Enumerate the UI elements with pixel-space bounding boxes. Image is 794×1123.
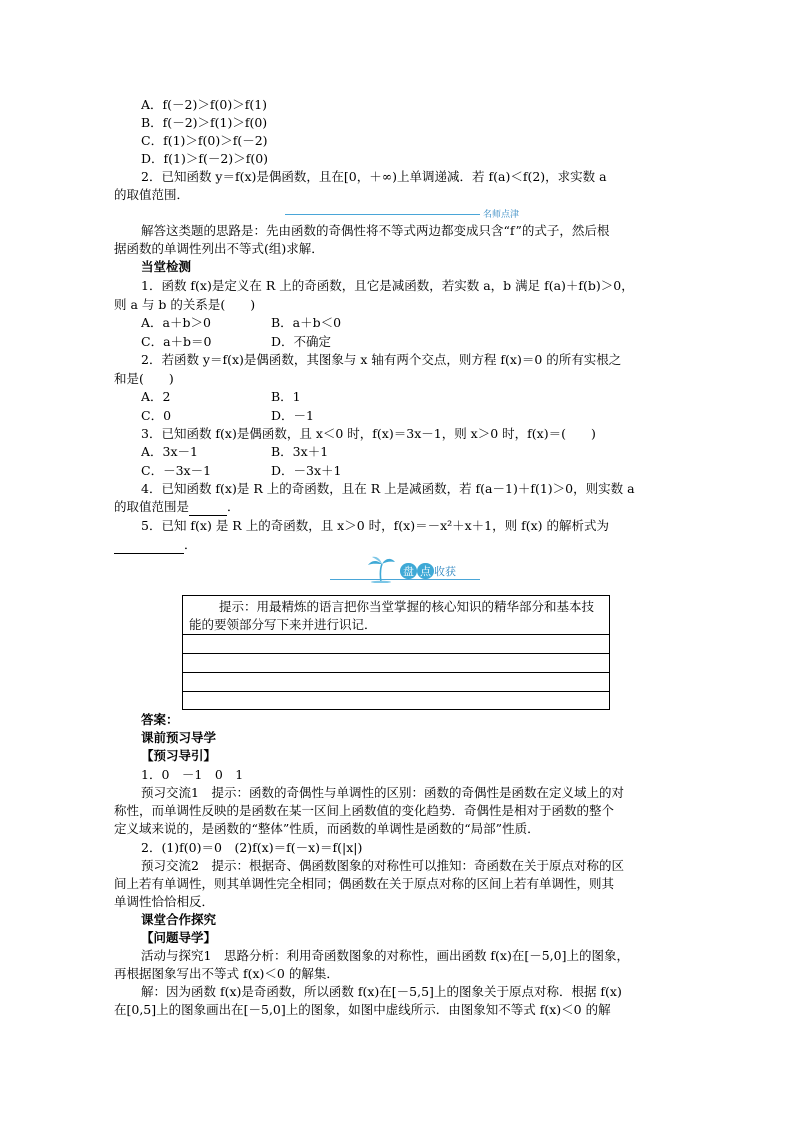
answer-blank[interactable] <box>189 501 227 516</box>
option-b: B．1 <box>271 389 301 404</box>
option-a: C．a＋b＝0 <box>141 334 212 349</box>
note-rule <box>183 634 609 635</box>
option-a: A．3x－1 <box>141 444 198 459</box>
text-line: A．f(－2)＞f(0)＞f(1) <box>141 97 268 112</box>
blank-row <box>114 498 680 516</box>
notes-hint: 提示：用最精炼的语言把你当堂掌握的核心知识的精华部分和基本技能的要领部分写下来并进行识记． <box>189 599 595 632</box>
option-b: D．－1 <box>271 408 314 423</box>
option-a: C．0 <box>141 408 172 423</box>
blank-suffix: ． <box>184 537 197 552</box>
summary-title-rest: 收获 <box>434 565 456 578</box>
option-row <box>141 443 681 461</box>
text-line: D．f(1)＞f(－2)＞f(0) <box>141 151 269 166</box>
text-line: 2．(1)f(0)＝0 (2)f(x)＝f(－x)＝f(|x|) <box>141 840 363 855</box>
text-line: 活动与探究1 思路分析：利用奇函数图象的对称性，画出函数 f(x)在[－5,0]上的图象， <box>141 948 629 963</box>
text-line: 单调性恰恰相反． <box>114 894 215 909</box>
text-line: 2．已知函数 y＝f(x)是偶函数，且在[0，＋∞)上单调递减．若 f(a)＜f(2)，求实数 a <box>141 169 607 184</box>
text-line: 称性，而单调性反映的是函数在某一区间上函数值的变化趋势．奇偶性是相对于函数的整个 <box>114 803 615 818</box>
text-line: 3．已知函数 f(x)是偶函数，且 x＜0 时，f(x)＝3x－1，则 x＞0 时，f(x)＝( ) <box>141 426 596 441</box>
option-a: C．－3x－1 <box>141 463 212 478</box>
divider-label: 名师点津 <box>483 210 520 220</box>
summary-title <box>400 563 456 579</box>
text-line: 【预习导引】 <box>141 748 217 763</box>
option-row <box>141 314 681 332</box>
palm-tree-icon <box>366 555 396 583</box>
text-line: B．f(－2)＞f(1)＞f(0) <box>141 115 268 130</box>
option-a: A．a＋b＞0 <box>141 315 211 330</box>
blank-row <box>114 536 680 554</box>
text-line: 预习交流1 提示：函数的奇偶性与单调性的区别：函数的奇偶性是函数在定义域上的对 <box>141 785 624 800</box>
note-rule <box>183 691 609 692</box>
text-line: 1．函数 f(x)是定义在 R 上的奇函数，且它是减函数，若实数 a，b 满足 f(a)＋f(b)＞0， <box>141 278 634 293</box>
option-row <box>141 407 681 425</box>
text-line: 再根据图象写出不等式 f(x)＜0 的解集． <box>114 966 339 981</box>
text-line: 间上若有单调性，则其单调性完全相同；偶函数在关于原点对称的区间上若有单调性，则其 <box>114 876 615 891</box>
summary-header <box>330 555 480 587</box>
divider-line <box>285 214 480 215</box>
option-b: D．不确定 <box>271 334 332 349</box>
blank-suffix: ． <box>227 499 240 514</box>
text-line: 当堂检测 <box>141 259 192 274</box>
summary-header-line <box>330 579 480 580</box>
text-line: 4．已知函数 f(x)是 R 上的奇函数，且在 R 上是减函数，若 f(a－1)＋f(1)＞0，则实数 a <box>141 481 635 496</box>
text-line: 5．已知 f(x) 是 R 上的奇函数，且 x＞0 时，f(x)＝－x²＋x＋1，则 f(x) 的解析式为 <box>141 518 610 533</box>
text-line: 和是( ) <box>114 371 174 386</box>
blank-prefix: 的取值范围是 <box>114 499 190 514</box>
text-line: 在[0,5]上的图象画出在[－5,0]上的图象，如图中虚线所示．由图象知不等式 f(x)＜0 的解 <box>114 1002 611 1017</box>
note-rule <box>183 653 609 654</box>
text-line: 解答这类题的思路是：先由函数的奇偶性将不等式两边都变成只含“f”的式子，然后根 <box>141 223 610 238</box>
text-line: C．f(1)＞f(0)＞f(－2) <box>141 133 268 148</box>
text-line: 答案： <box>141 712 179 727</box>
summary-title-char1: 盘 <box>400 563 417 579</box>
text-line: 的取值范围． <box>114 187 190 202</box>
text-line: 解：因为函数 f(x)是奇函数，所以函数 f(x)在[－5,5]上的图象关于原点对称．根据 f(x) <box>141 984 622 999</box>
option-b: B．3x＋1 <box>271 444 329 459</box>
text-line: 2．若函数 y＝f(x)是偶函数，其图象与 x 轴有两个交点，则方程 f(x)＝0 的所有实根之 <box>141 352 622 367</box>
text-line: 课前预习导学 <box>141 730 217 745</box>
option-b: B．a＋b＜0 <box>271 315 342 330</box>
summary-title-char2: 点 <box>417 563 434 579</box>
text-line: 预习交流2 提示：根据奇、偶函数图象的对称性可以推知：奇函数在关于原点对称的区 <box>141 858 624 873</box>
option-b: D．－3x＋1 <box>271 463 342 478</box>
text-line: 则 a 与 b 的关系是( ) <box>114 297 256 312</box>
text-line: 定义域来说的，是函数的“整体”性质，而函数的单调性是函数的“局部”性质． <box>114 821 540 836</box>
option-a: A．2 <box>141 389 171 404</box>
tip-divider <box>285 207 535 221</box>
text-line: 据函数的单调性列出不等式(组)求解． <box>114 241 324 256</box>
notes-box <box>182 595 610 710</box>
option-row <box>141 462 681 480</box>
text-line: 课堂合作探究 <box>141 912 217 927</box>
text-line: 1．0 －1 0 1 <box>141 767 244 782</box>
text-line: 【问题导学】 <box>141 930 217 945</box>
option-row <box>141 333 681 351</box>
note-rule <box>183 672 609 673</box>
option-row <box>141 388 681 406</box>
answer-blank[interactable] <box>114 539 184 554</box>
